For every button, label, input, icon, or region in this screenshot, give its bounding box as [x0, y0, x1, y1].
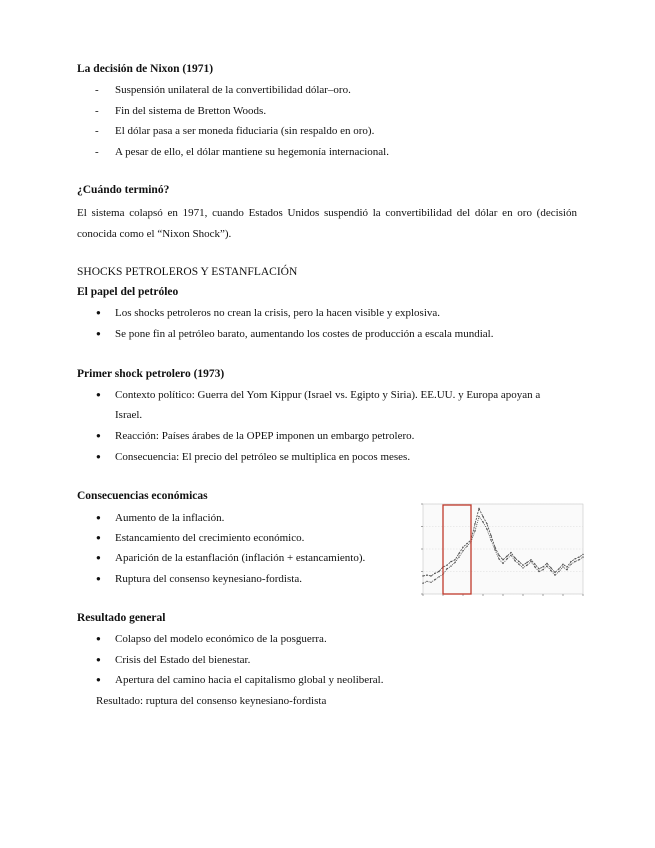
list-item-text: Estancamiento del crecimiento económico.	[115, 532, 305, 544]
chart-point	[546, 565, 547, 566]
bullet-icon: ●	[96, 308, 101, 317]
resultado-line: Resultado: ruptura del consenso keynesiano-fordista	[96, 695, 327, 707]
chart-point	[562, 564, 563, 565]
list-item-text: Aparición de la estanflación (inflación + estancamiento).	[115, 552, 366, 564]
list-item-text: Suspensión unilateral de la convertibilidad dólar–oro.	[115, 84, 351, 96]
bullet-icon: ●	[96, 533, 101, 542]
list-item-text: Colapso del modelo económico de la posguerra.	[115, 633, 327, 645]
list-item-text: Ruptura del consenso keynesiano-fordista.	[115, 573, 302, 585]
chart-point	[574, 558, 575, 559]
chart-point	[574, 561, 575, 562]
list-item-text: Contexto político: Guerra del Yom Kippur (Israel vs. Egipto y Siria). EE.UU. y Europa apoyan a	[115, 389, 541, 401]
chart-point	[526, 565, 527, 566]
chart-point	[534, 566, 535, 567]
chart-point	[578, 556, 579, 557]
chart-point	[466, 543, 467, 544]
chart-point	[558, 571, 559, 572]
list-item-text: El dólar pasa a ser moneda fiduciaria (sin respaldo en oro).	[115, 125, 375, 137]
chart-point	[546, 563, 547, 564]
chart-point	[514, 557, 515, 558]
chart-point	[434, 573, 435, 574]
chart-point	[466, 546, 467, 547]
list-item-text: Apertura del camino hacia el capitalismo global y neoliberal.	[115, 674, 384, 686]
consecuencias-heading: Consecuencias económicas	[77, 490, 208, 502]
chart-point	[482, 516, 483, 517]
list-item-text: Reacción: Países árabes de la OPEP imponen un embargo petrolero.	[115, 430, 415, 442]
chart-point	[514, 560, 515, 561]
chart-point	[502, 559, 503, 560]
chart-point	[566, 569, 567, 570]
chart-point	[506, 556, 507, 557]
chart-point	[550, 567, 551, 568]
chart-point	[534, 564, 535, 565]
chart-point	[510, 552, 511, 553]
chart-point	[542, 566, 543, 567]
chart-point	[502, 563, 503, 564]
chart-point	[478, 516, 479, 517]
primer-heading: Primer shock petrolero (1973)	[77, 368, 225, 380]
bullet-icon: ●	[96, 390, 101, 399]
chart-point	[542, 569, 543, 570]
chart-point	[454, 562, 455, 563]
chart-point	[434, 579, 435, 580]
chart-point	[422, 575, 423, 576]
list-item-text: Los shocks petroleros no crean la crisis, pero la hacen visible y explosiva.	[115, 307, 441, 319]
chart-point	[490, 535, 491, 536]
chart-point	[462, 550, 463, 551]
chart-point	[538, 571, 539, 572]
chart-point	[430, 582, 431, 583]
chart-point	[558, 568, 559, 569]
nixon-heading: La decisión de Nixon (1971)	[77, 63, 214, 75]
oil-price-chart	[411, 492, 587, 604]
chart-point	[422, 583, 423, 584]
chart-point	[562, 566, 563, 567]
chart-point	[474, 530, 475, 531]
chart-point	[486, 523, 487, 524]
chart-point	[486, 529, 487, 530]
chart-point	[438, 571, 439, 572]
bullet-icon: ●	[96, 452, 101, 461]
resultado-heading: Resultado general	[77, 612, 166, 624]
chart-point	[450, 561, 451, 562]
chart-point	[426, 574, 427, 575]
chart-point	[454, 559, 455, 560]
chart-point	[522, 565, 523, 566]
chart-point	[506, 558, 507, 559]
chart-point	[538, 568, 539, 569]
chart-point	[510, 555, 511, 556]
section-title: SHOCKS PETROLEROS Y ESTANFLACIÓN	[77, 266, 298, 278]
list-item-text: Se pone fin al petróleo barato, aumentando los costes de producción a escala mundial.	[115, 328, 494, 340]
chart-point	[498, 558, 499, 559]
chart-point	[494, 549, 495, 550]
chart-point	[518, 564, 519, 565]
chart-point	[582, 554, 583, 555]
bullet-icon: ●	[96, 431, 101, 440]
chart-point	[426, 581, 427, 582]
chart-point	[566, 566, 567, 567]
bullet-icon: ●	[96, 513, 101, 522]
list-item-text: A pesar de ello, el dólar mantiene su hegemonía internacional.	[115, 146, 389, 158]
chart-point	[446, 565, 447, 566]
list-item-text: Crisis del Estado del bienestar.	[115, 654, 251, 666]
bullet-icon: ●	[96, 634, 101, 643]
chart-point	[578, 559, 579, 560]
list-item-text: Aumento de la inflación.	[115, 512, 225, 524]
list-item-text: Israel.	[115, 409, 143, 421]
bullet-icon: ●	[96, 574, 101, 583]
chart-point	[518, 561, 519, 562]
chart-point	[458, 553, 459, 554]
chart-point	[482, 521, 483, 522]
list-item-text: Consecuencia: El precio del petróleo se multiplica en pocos meses.	[115, 451, 411, 463]
bullet-icon: ●	[96, 553, 101, 562]
cuando-heading: ¿Cuándo terminó?	[77, 184, 170, 196]
dash-marker: -	[95, 125, 99, 137]
chart-point	[490, 539, 491, 540]
papel-heading: El papel del petróleo	[77, 286, 179, 298]
chart-point	[462, 547, 463, 548]
chart-point	[526, 562, 527, 563]
chart-point	[530, 559, 531, 560]
dash-marker: -	[95, 84, 99, 96]
chart-point	[474, 523, 475, 524]
dash-marker: -	[95, 146, 99, 158]
list-item-text: Fin del sistema de Bretton Woods.	[115, 105, 267, 117]
chart-point	[570, 564, 571, 565]
cuando-paragraph: El sistema colapsó en 1971, cuando Estados Unidos suspendió la convertibilidad del dólar en oro (decisión conocida como el “Nixon Shock”).	[77, 207, 577, 240]
chart-point	[554, 574, 555, 575]
bullet-icon: ●	[96, 675, 101, 684]
chart-point	[530, 561, 531, 562]
chart-point	[478, 508, 479, 509]
chart-point	[494, 547, 495, 548]
chart-point	[582, 556, 583, 557]
chart-point	[498, 555, 499, 556]
chart-point	[522, 567, 523, 568]
bullet-icon: ●	[96, 655, 101, 664]
chart-point	[554, 572, 555, 573]
chart-point	[438, 576, 439, 577]
chart-point	[550, 570, 551, 571]
chart-point	[450, 565, 451, 566]
chart-point	[446, 568, 447, 569]
bullet-icon: ●	[96, 329, 101, 338]
chart-point	[570, 561, 571, 562]
chart-point	[430, 575, 431, 576]
dash-marker: -	[95, 105, 99, 117]
chart-point	[458, 556, 459, 557]
